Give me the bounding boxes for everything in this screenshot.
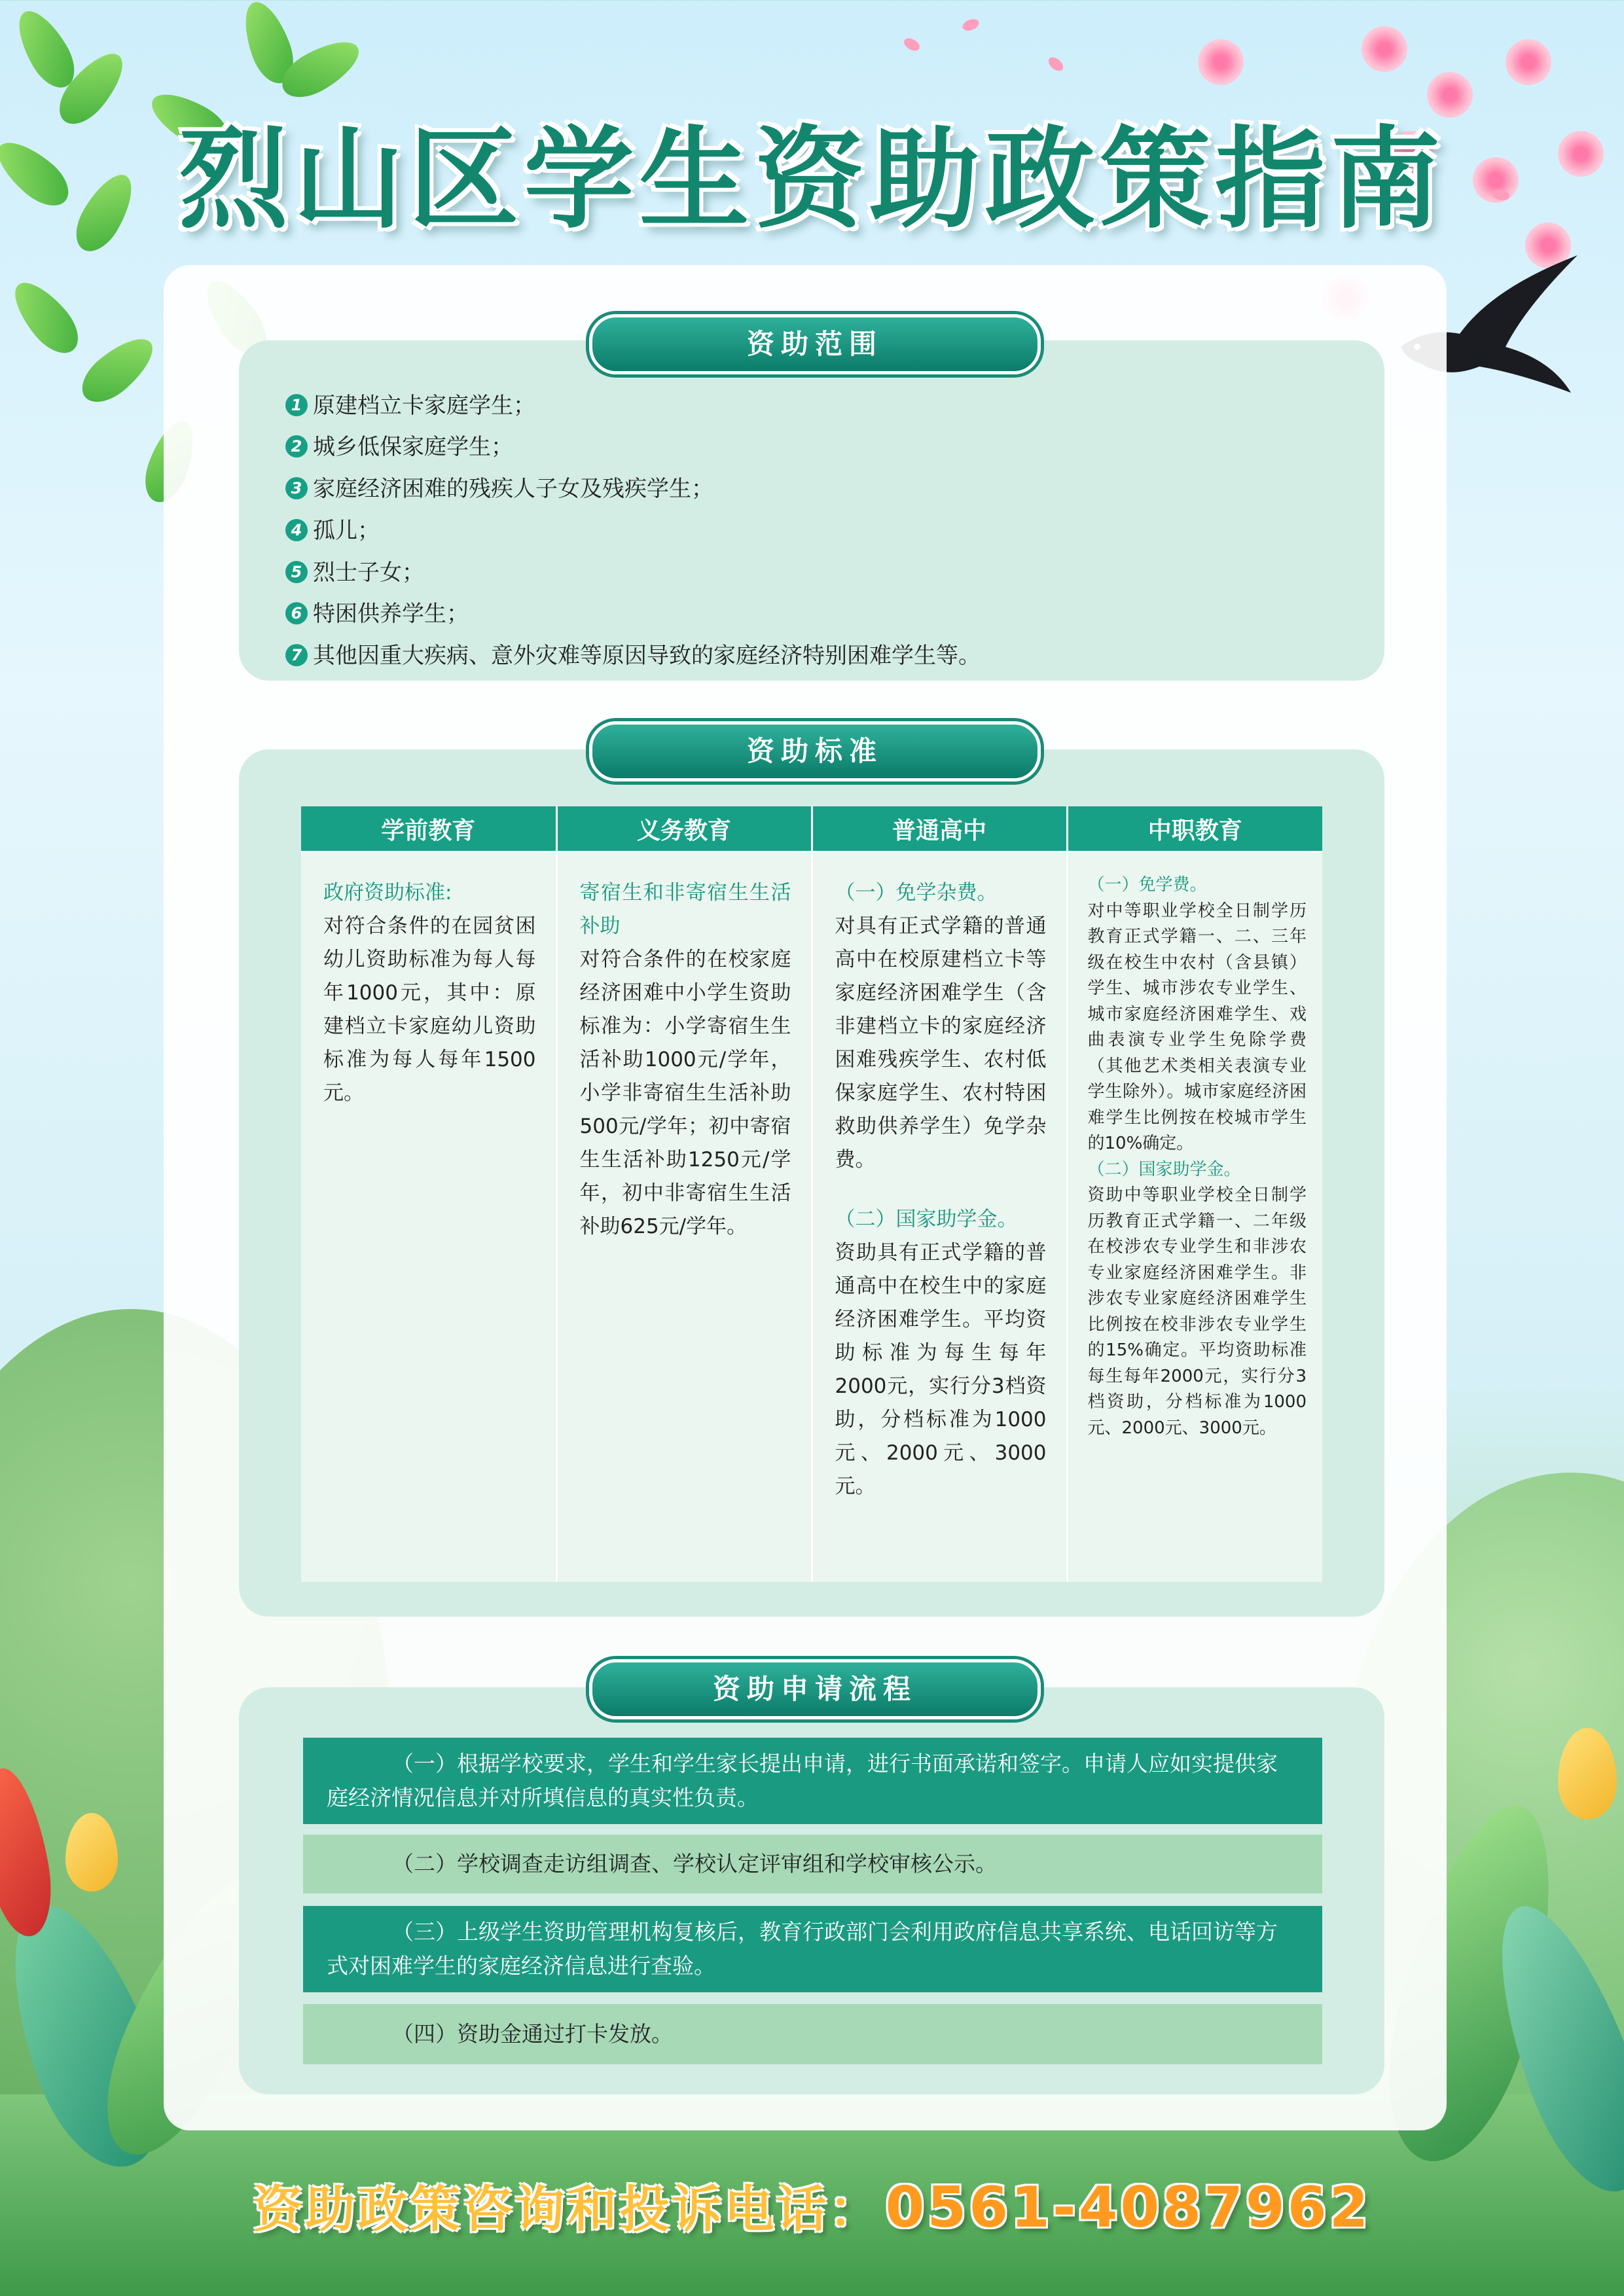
standard-heading: 资助标准: [589, 721, 1041, 781]
vocational-subtitle-2: （二）国家助学金。: [1087, 1159, 1241, 1179]
preschool-subtitle: 政府资助标准:: [323, 881, 452, 905]
process-step: （二）学校调查走访组调查、学校认定评审组和学校审核公示。: [303, 1835, 1322, 1893]
standard-table: [301, 806, 1322, 1582]
number-badge-icon: 6: [285, 602, 308, 624]
compulsory-cell: [556, 852, 812, 1583]
process-step: （三）上级学生资助管理机构复核后，教育行政部门会利用政府信息共享系统、电话回访等方式对困难学生的家庭经济信息进行查验。: [303, 1906, 1322, 1992]
number-badge-icon: 5: [285, 561, 308, 583]
preschool-body: 对符合条件的在园贫困幼儿资助标准为每人每年1000元，其中：原建档立卡家庭幼儿资助标准为每人每年1500元。: [323, 914, 536, 1105]
vocational-body-1: 对中等职业学校全日制学历教育正式学籍一、二、三年级在校生中农村（含县镇）学生、城市涉农专业学生、城市家庭经济困难学生、戏曲表演专业学生免除学费（其他艺术类相关表演专业学生除外）。城市家庭经济困难学生比例按在校城市学生的10%确定。: [1087, 901, 1307, 1153]
vocational-cell: [1067, 852, 1322, 1583]
highschool-body-1: 对具有正式学籍的普通高中在校原建档立卡等家庭经济困难学生（含非建档立卡的家庭经济困难残疾学生、农村低保家庭学生、农村特困救助供养学生）免学杂费。: [835, 914, 1047, 1172]
compulsory-subtitle: 寄宿生和非寄宿生生活补助: [579, 881, 791, 938]
number-badge-icon: 2: [285, 435, 308, 457]
number-badge-icon: 3: [285, 477, 308, 499]
highschool-body-2: 资助具有正式学籍的普通高中在校生中的家庭经济困难学生。平均资助标准为每生每年2000元，实行分3档资助，分档标准为1000元、2000元、3000元。: [835, 1241, 1047, 1498]
scope-item: 6 特困供养学生；: [313, 598, 469, 630]
hotline-banner: [0, 2170, 1624, 2241]
preschool-cell: [301, 852, 556, 1583]
scope-item: 1 原建档立卡家庭学生；: [313, 389, 535, 422]
hotline-phone: 0561-4087962: [885, 2175, 1371, 2240]
page-title: 烈山区学生资助政策指南: [178, 115, 1446, 243]
highschool-subtitle-1: （一）免学杂费。: [835, 881, 998, 905]
column-header-preschool: 学前教育: [301, 806, 556, 852]
vocational-subtitle-1: （一）免学费。: [1087, 875, 1207, 895]
process-step: （四）资助金通过打卡发放。: [303, 2004, 1322, 2064]
scope-item: 4 孤儿；: [313, 514, 380, 547]
scope-heading: 资助范围: [589, 314, 1041, 374]
column-header-vocational: 中职教育: [1067, 806, 1322, 852]
hotline-label: 资助政策咨询和投诉电话：: [253, 2180, 882, 2238]
scope-item: 3 家庭经济困难的残疾人子女及残疾学生；: [313, 473, 713, 505]
process-step: （一）根据学校要求，学生和学生家长提出申请，进行书面承诺和签字。申请人应如实提供家庭经济情况信息并对所填信息的真实性负责。: [303, 1738, 1322, 1824]
number-badge-icon: 7: [285, 644, 308, 666]
vocational-body-2: 资助中等职业学校全日制学历教育正式学籍一、二年级在校涉农专业学生和非涉农专业家庭经济困难学生。非涉农专业家庭经济困难学生比例按在校非涉农专业学生的15%确定。平均资助标准每生每年2000元，实行分3档资助，分档标准为1000元、2000元、3000元。: [1087, 1185, 1307, 1438]
highschool-cell: [812, 852, 1067, 1583]
number-badge-icon: 1: [285, 394, 308, 416]
column-header-compulsory: 义务教育: [556, 806, 812, 852]
scope-item: 7 其他因重大疾病、意外灾难等原因导致的家庭经济特别困难学生等。: [313, 639, 981, 672]
number-badge-icon: 4: [285, 519, 308, 541]
process-heading: 资助申请流程: [589, 1659, 1041, 1719]
scope-item: 5 烈士子女；: [313, 556, 424, 589]
column-header-highschool: 普通高中: [812, 806, 1067, 852]
scope-item: 2 城乡低保家庭学生；: [313, 431, 513, 463]
highschool-subtitle-2: （二）国家助学金。: [835, 1208, 1018, 1231]
compulsory-body: 对符合条件的在校家庭经济困难中小学生资助标准为：小学寄宿生生活补助1000元/学年，小学非寄宿生生活补助500元/学年；初中寄宿生生活补助1250元/学年，初中非寄宿生生活补助625元/学年。: [579, 948, 791, 1238]
